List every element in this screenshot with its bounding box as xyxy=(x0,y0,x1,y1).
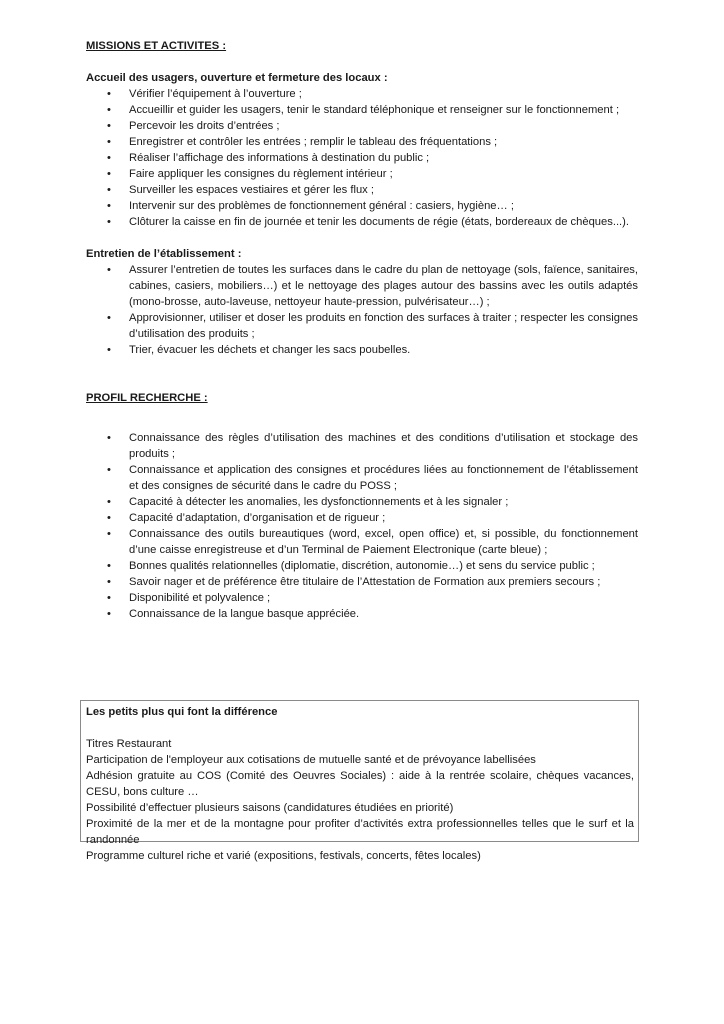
list-item: • Approvisionner, utiliser et doser les produits en fonction des surfaces à traiter ; respecter les consignes d’utilisation des produits ; xyxy=(107,312,638,340)
entretien-list xyxy=(86,262,638,358)
list-item: • Connaissance de la langue basque appréciée. xyxy=(107,608,360,620)
bullet-icon: • xyxy=(107,264,111,276)
bullet-icon: • xyxy=(107,136,111,148)
list-item: • Vérifier l’équipement à l’ouverture ; xyxy=(107,88,302,100)
bullet-icon: • xyxy=(107,184,111,196)
benefits-box xyxy=(80,700,639,862)
bullet-icon: • xyxy=(107,120,111,132)
benefit-item: Proximité de la mer et de la montagne pour profiter d’activités extra professionnelles telles que le surf et la randonnée xyxy=(86,818,634,846)
benefit-item: Adhésion gratuite au COS (Comité des Oeuvres Sociales) : aide à la rentrée scolaire, chèques vacances, CESU, bons culture … xyxy=(86,770,634,798)
missions-heading: MISSIONS ET ACTIVITES : xyxy=(86,40,227,52)
bullet-icon: • xyxy=(107,512,111,524)
bullet-icon: • xyxy=(107,464,111,476)
list-item: • Clôturer la caisse en fin de journée et tenir les documents de régie (états, bordereaux de chèques...). xyxy=(107,216,629,228)
bullet-icon: • xyxy=(107,432,111,444)
accueil-section-title: Accueil des usagers, ouverture et fermeture des locaux : xyxy=(86,72,388,84)
bullet-icon: • xyxy=(107,104,111,116)
list-item: • Intervenir sur des problèmes de fonctionnement général : casiers, hygiène… ; xyxy=(107,200,514,212)
list-item: • Connaissance et application des consignes et procédures liées au fonctionnement de l’établissement et des consignes de sécurité dans le cadre du POSS ; xyxy=(107,464,638,492)
list-item: • Assurer l’entretien de toutes les surfaces dans le cadre du plan de nettoyage (sols, faïence, sanitaires, cabines, casiers, mobiliers…) et le nettoyage des plages autour des bassins avec les outils adaptés (mono-brosse, auto-laveuse, nettoyeur haute-pression, pulvérisateur…) ; xyxy=(107,264,638,308)
bullet-icon: • xyxy=(107,200,111,212)
list-item: • Percevoir les droits d’entrées ; xyxy=(107,120,280,132)
bullet-icon: • xyxy=(107,528,111,540)
bullet-icon: • xyxy=(107,88,111,100)
bullet-icon: • xyxy=(107,344,111,356)
benefit-item: Titres Restaurant xyxy=(86,738,172,750)
bullet-icon: • xyxy=(107,608,111,620)
benefit-item: Programme culturel riche et varié (expositions, festivals, concerts, fêtes locales) xyxy=(86,850,481,862)
bullet-icon: • xyxy=(107,216,111,228)
list-item: • Bonnes qualités relationnelles (diplomatie, discrétion, autonomie…) et sens du service public ; xyxy=(107,560,595,572)
list-item: • Surveiller les espaces vestiaires et gérer les flux ; xyxy=(107,184,374,196)
bullet-icon: • xyxy=(107,592,111,604)
list-item: • Faire appliquer les consignes du règlement intérieur ; xyxy=(107,168,393,180)
list-item: • Réaliser l’affichage des informations à destination du public ; xyxy=(107,152,430,164)
entretien-section-title: Entretien de l’établissement : xyxy=(86,248,242,260)
benefits-title: Les petits plus qui font la différence xyxy=(86,706,278,718)
benefit-item: Participation de l'employeur aux cotisations de mutuelle santé et de prévoyance labellisées xyxy=(86,754,536,766)
list-item: • Connaissance des outils bureautiques (word, excel, open office) et, si possible, du fonctionnement d’une caisse enregistreuse et d’un Terminal de Paiement Electronique (carte bleue) ; xyxy=(107,528,638,556)
bullet-icon: • xyxy=(107,496,111,508)
accueil-list xyxy=(86,86,638,230)
profil-heading: PROFIL RECHERCHE : xyxy=(86,392,208,404)
list-item: • Accueillir et guider les usagers, tenir le standard téléphonique et renseigner sur le fonctionnement ; xyxy=(107,104,620,116)
list-item: • Capacité d’adaptation, d’organisation et de rigueur ; xyxy=(107,512,386,524)
benefits-spacer xyxy=(86,720,634,736)
profil-list xyxy=(86,430,638,622)
list-item: • Enregistrer et contrôler les entrées ; remplir le tableau des fréquentations ; xyxy=(107,136,498,148)
document-page xyxy=(86,38,638,622)
benefit-item: Possibilité d’effectuer plusieurs saisons (candidatures étudiées en priorité) xyxy=(86,802,454,814)
list-item: • Trier, évacuer les déchets et changer les sacs poubelles. xyxy=(107,344,411,356)
list-item: • Disponibilité et polyvalence ; xyxy=(107,592,271,604)
list-item: • Savoir nager et de préférence être titulaire de l’Attestation de Formation aux premiers secours ; xyxy=(107,576,601,588)
list-item: • Capacité à détecter les anomalies, les dysfonctionnements et à les signaler ; xyxy=(107,496,509,508)
bullet-icon: • xyxy=(107,576,111,588)
bullet-icon: • xyxy=(107,560,111,572)
bullet-icon: • xyxy=(107,168,111,180)
bullet-icon: • xyxy=(107,152,111,164)
bullet-icon: • xyxy=(107,312,111,324)
list-item: • Connaissance des règles d’utilisation des machines et des conditions d’utilisation et stockage des produits ; xyxy=(107,432,638,460)
